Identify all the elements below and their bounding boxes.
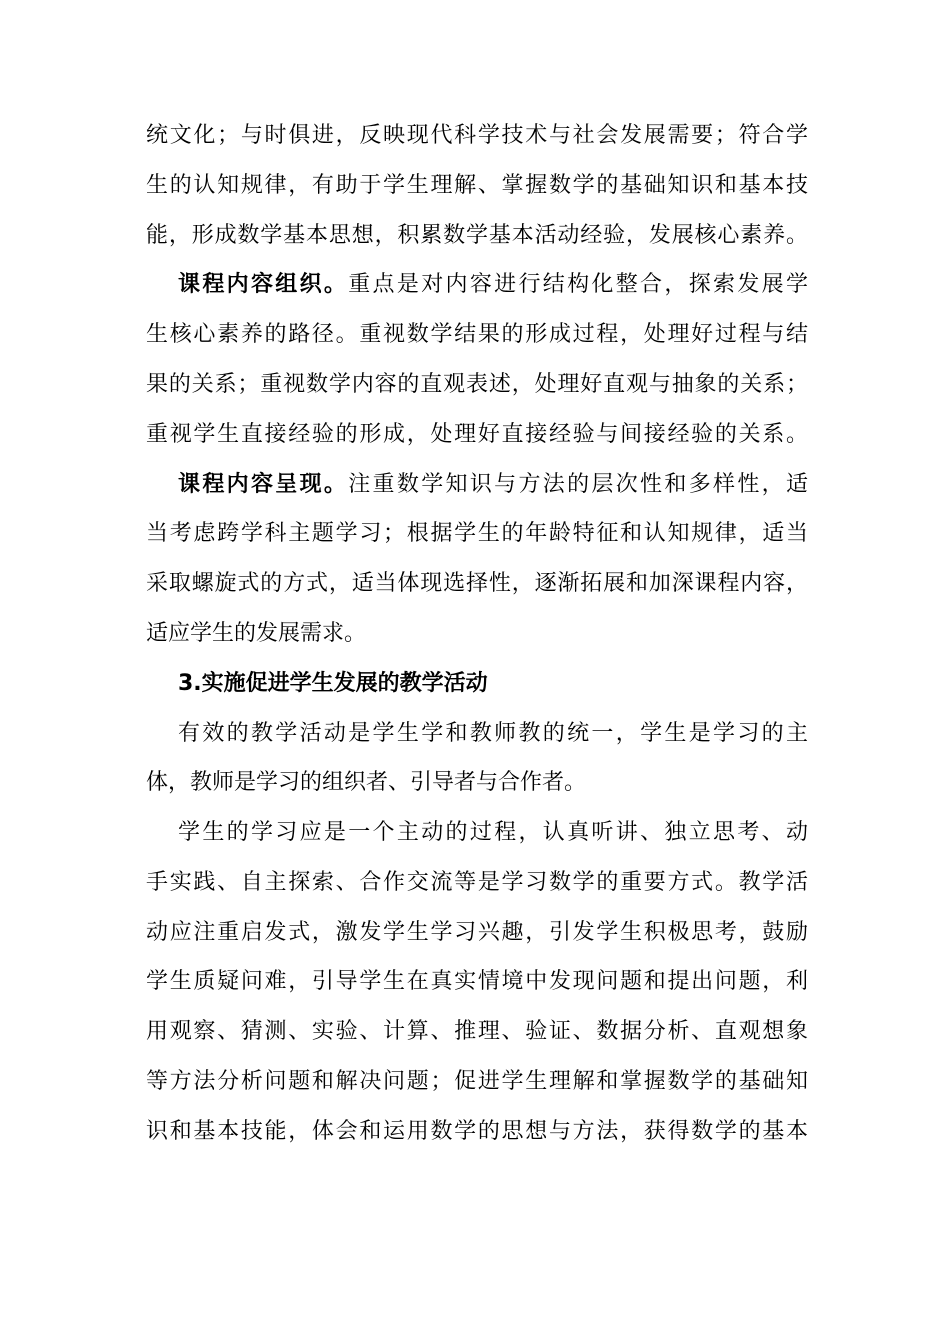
text-line: 体，教师是学习的组织者、引导者与合作者。: [146, 770, 587, 795]
text-line: 识和基本技能，体会和运用数学的思想与方法，获得数学的基本: [146, 1119, 808, 1144]
text-line: 有效的教学活动是学生学和教师教的统一，学生是学习的主: [178, 721, 808, 746]
text-line: 学生的学习应是一个主动的过程，认真听讲、独立思考、动: [178, 820, 808, 845]
section-lead: 课程内容组织。: [178, 272, 349, 297]
text-line: 手实践、自主探索、合作交流等是学习数学的重要方式。教学活: [146, 870, 808, 895]
text-line: 生的认知规律，有助于学生理解、掌握数学的基础知识和基本技: [146, 173, 808, 198]
section-heading: 3.实施促进学生发展的教学活动: [178, 671, 488, 696]
text-line: 课程内容组织。重点是对内容进行结构化整合，探索发展学: [178, 272, 808, 297]
text-line: 学生质疑问难，引导学生在真实情境中发现问题和提出问题，利: [146, 969, 808, 994]
text-line: 用观察、猜测、实验、计算、推理、验证、数据分析、直观想象: [146, 1019, 808, 1044]
text-line: 课程内容呈现。注重数学知识与方法的层次性和多样性，适: [178, 472, 808, 497]
text-line: 采取螺旋式的方式，适当体现选择性，逐渐拓展和加深课程内容，: [146, 571, 808, 596]
text-line: 重视学生直接经验的形成，处理好直接经验与间接经验的关系。: [146, 422, 808, 447]
text-line: 果的关系；重视数学内容的直观表述，处理好直观与抽象的关系；: [146, 372, 808, 397]
text-line: 适应学生的发展需求。: [146, 621, 367, 646]
section-lead: 课程内容呈现。: [178, 472, 349, 497]
text-line: 当考虑跨学科主题学习；根据学生的年龄特征和认知规律，适当: [146, 521, 808, 546]
text-line: 等方法分析问题和解决问题；促进学生理解和掌握数学的基础知: [146, 1069, 808, 1094]
text-line: 能，形成数学基本思想，积累数学基本活动经验，发展核心素养。: [146, 223, 808, 248]
text-line: 动应注重启发式，激发学生学习兴趣，引发学生积极思考，鼓励: [146, 920, 808, 945]
text-line: 统文化；与时俱进，反映现代科学技术与社会发展需要；符合学: [146, 123, 808, 148]
text-line: 生核心素养的路径。重视数学结果的形成过程，处理好过程与结: [146, 322, 808, 347]
